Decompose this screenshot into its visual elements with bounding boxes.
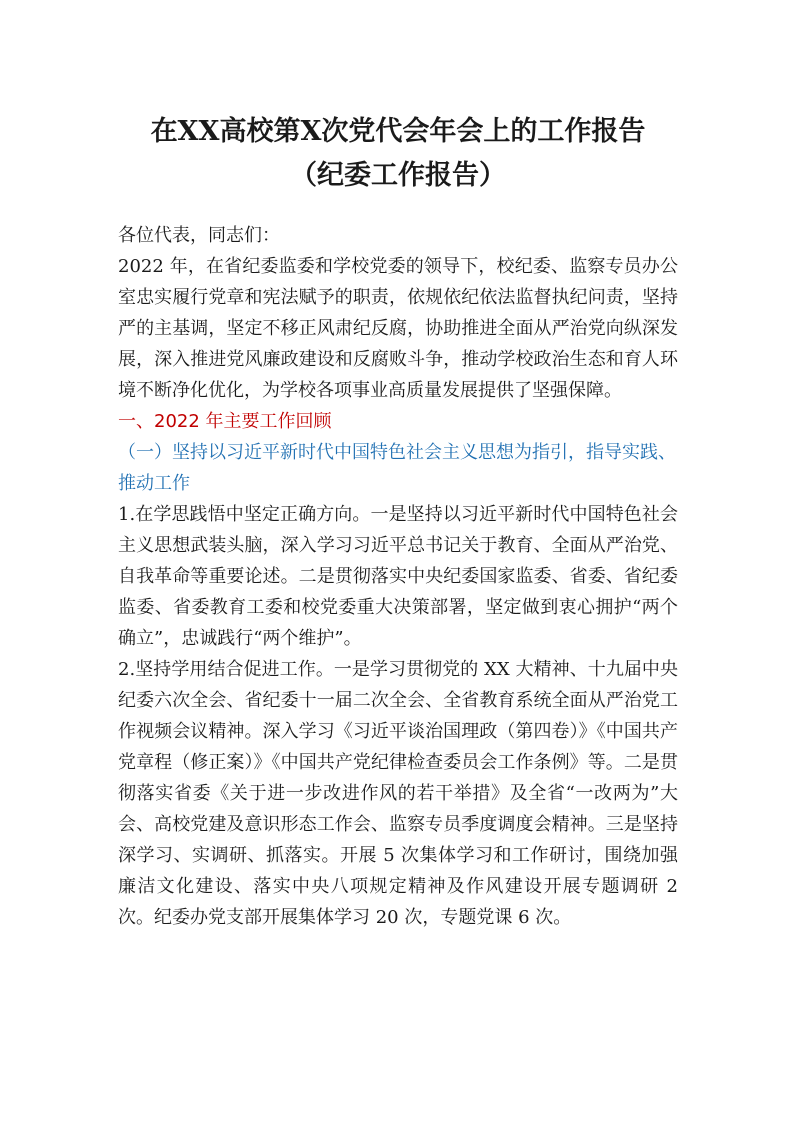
salutation: 各位代表，同志们： [118,225,280,246]
document-page [118,110,678,933]
subsection-heading: （一）坚持以习近平新时代中国特色社会主义思想为指引，指导实践、推动工作 [118,442,676,494]
document-subtitle: （纪委工作报告） [290,160,506,191]
section-heading: 一、2022 年主要工作回顾 [118,411,332,432]
paragraph-2: 2.坚持学用结合促进工作。一是学习贯彻党的 XX 大精神、十九届中央纪委六次全会、省纪委十一届二次全会、全省教育系统全面从严治党工作视频会议精神。深入学习《习近平谈治国理政（第四卷）》《中国共产党章程（修正案）》《中国共产党纪律检查委员会工作条例》等。二是贯彻落实省委《关于进一步改进作风的若干举措》及全省“一改两为”大会、高校党建及意识形态工作会、监察专员季度调度会精神。三是坚持深学习、实调研、抓落实。开展 5 次集体学习和工作研讨，围绕加强廉洁文化建设、落实中央八项规定精神及作风建设开展专题调研 2 次。纪委办党支部开展集体学习 20 次，专题党课 6 次。 [118,659,678,928]
paragraph-1: 1.在学思践悟中坚定正确方向。一是坚持以习近平新时代中国特色社会主义思想武装头脑，深入学习习近平总书记关于教育、全面从严治党、自我革命等重要论述。二是贯彻落实中央纪委国家监委、省委、省纪委监委、省委教育工委和校党委重大决策部署，坚定做到衷心拥护“两个确立”，忠诚践行“两个维护”。 [118,504,678,649]
intro-paragraph: 2022 年，在省纪委监委和学校党委的领导下，校纪委、监察专员办公室忠实履行党章和宪法赋予的职责，依规依纪依法监督执纪问责，坚持严的主基调，坚定不移正风肃纪反腐，协助推进全面从严治党向纵深发展，深入推进党风廉政建设和反腐败斗争，推动学校政治生态和育人环境不断净化优化，为学校各项事业高质量发展提供了坚强保障。 [118,256,678,401]
document-title: 在XX高校第X次党代会年会上的工作报告 [150,116,646,147]
